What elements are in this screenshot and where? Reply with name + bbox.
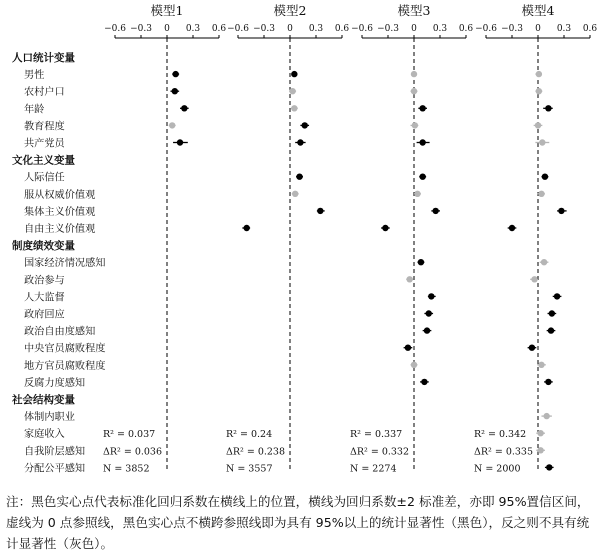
coefficient-point: [543, 413, 549, 419]
stat-n: N = 2000: [474, 463, 521, 475]
coefficient-point: [317, 208, 323, 214]
coefficient-point: [289, 88, 295, 94]
panel-title: 模型1: [150, 3, 184, 18]
coefficient-point: [558, 208, 564, 214]
coefficient-point: [538, 362, 544, 368]
coefficient-point: [292, 191, 298, 197]
tick-label: −0.6: [227, 24, 249, 34]
coefficient-point: [426, 310, 432, 316]
stat-delta-r2: ΔR² = 0.332: [350, 446, 410, 458]
row-label: 反腐力度感知: [24, 377, 86, 389]
row-label: 共产党员: [24, 138, 65, 150]
tick-label: −0.3: [377, 24, 399, 34]
row-label: 分配公平感知: [24, 463, 86, 475]
coefficient-point: [541, 259, 547, 265]
coefficient-point: [545, 379, 551, 385]
coefficient-point: [537, 430, 543, 436]
coefficient-point: [291, 71, 297, 77]
coefficient-point: [419, 105, 425, 111]
coefficient-point: [536, 71, 542, 77]
stat-n: N = 3557: [226, 463, 273, 475]
row-label: 体制内职业: [24, 412, 75, 424]
row-header: 制度绩效变量: [12, 240, 75, 253]
coefficient-point: [554, 293, 560, 299]
coefficient-point: [536, 88, 542, 94]
row-label: 人际信任: [24, 172, 65, 184]
coefficient-point: [537, 447, 543, 453]
stat-n: N = 2274: [350, 463, 397, 475]
coefficient-point: [549, 310, 555, 316]
coefficient-point: [411, 362, 417, 368]
row-label: 中央官员腐败程度: [24, 343, 106, 355]
tick-label: 0: [164, 24, 170, 34]
tick-label: 0: [287, 24, 293, 34]
row-label: 政治参与: [24, 275, 65, 287]
row-header: 文化主义变量: [12, 154, 75, 167]
tick-label: 0.3: [185, 24, 201, 34]
coefficient-point: [172, 71, 178, 77]
coefficient-point: [172, 88, 178, 94]
row-label: 政治自由度感知: [24, 326, 96, 338]
coefficient-point: [181, 105, 187, 111]
stat-r2: R² = 0.342: [474, 429, 527, 441]
row-label: 家庭收入: [24, 429, 65, 441]
coefficient-point: [545, 105, 551, 111]
coefficient-point: [529, 345, 535, 351]
coefficient-point: [169, 122, 175, 128]
row-label: 男性: [24, 70, 45, 82]
coefficient-point: [542, 174, 548, 180]
coefficient-point: [418, 259, 424, 265]
stat-r2: R² = 0.037: [103, 429, 156, 441]
coefficient-point: [243, 225, 249, 231]
coefficient-point: [546, 464, 552, 470]
tick-label: 0.6: [458, 24, 474, 34]
panel-title: 模型2: [273, 3, 307, 18]
tick-label: 0: [535, 24, 541, 34]
row-label: 农村户口: [24, 87, 65, 99]
footnote: 注：黑色实心点代表标准化回归系数在横线上的位置，横线为回归系数±2 标准差，亦即 95%置信区间，虚线为 0 点参照线，黑色实心点不横跨参照线即为具有 95%以上的统计显著性（黑色），反之则不具有统计显著性（灰色）。: [6, 494, 590, 551]
coefficient-point: [291, 105, 297, 111]
coefficient-point: [297, 139, 303, 145]
row-header: 人口统计变量: [12, 52, 75, 64]
panel-title: 模型3: [397, 3, 431, 18]
coefficient-point: [531, 276, 537, 282]
coefficient-point: [535, 122, 541, 128]
coefficient-point: [411, 88, 417, 94]
row-label: 自我阶层感知: [24, 446, 86, 458]
row-label: 年龄: [24, 104, 45, 116]
tick-label: −0.6: [351, 24, 373, 34]
coefficient-point: [509, 225, 515, 231]
coefficient-point: [412, 122, 418, 128]
tick-label: 0.6: [211, 24, 227, 34]
coefficient-point: [421, 379, 427, 385]
coefficient-point: [406, 276, 412, 282]
tick-label: −0.6: [475, 24, 497, 34]
tick-label: −0.3: [130, 24, 152, 34]
tick-label: −0.6: [104, 24, 126, 34]
coefficient-point: [405, 345, 411, 351]
row-label: 自由主义价值观: [24, 224, 96, 235]
tick-label: 0.3: [432, 24, 448, 34]
stat-delta-r2: ΔR² = 0.036: [103, 446, 163, 458]
tick-label: 0.6: [582, 24, 598, 34]
coefficient-point: [382, 225, 388, 231]
row-label: 服从权威价值观: [24, 189, 96, 201]
coefficient-point: [414, 191, 420, 197]
coefficient-point: [419, 174, 425, 180]
row-label: 国家经济情况感知: [24, 258, 106, 270]
tick-label: −0.3: [253, 24, 275, 34]
row-label: 地方官员腐败程度: [24, 360, 106, 372]
stat-delta-r2: ΔR² = 0.238: [226, 446, 286, 458]
coefficient-point: [539, 139, 545, 145]
coefficient-point: [411, 71, 417, 77]
row-label: 教育程度: [24, 121, 65, 133]
row-header: 社会结构变量: [12, 394, 75, 406]
coefficient-point: [419, 139, 425, 145]
tick-label: 0.6: [334, 24, 350, 34]
coefficient-point: [428, 293, 434, 299]
tick-label: −0.3: [501, 24, 523, 34]
coefficient-point: [177, 139, 183, 145]
coefficient-point: [302, 122, 308, 128]
coefficient-point: [296, 174, 302, 180]
coefficient-point: [432, 208, 438, 214]
tick-label: 0.3: [556, 24, 572, 34]
row-label: 人大监督: [24, 292, 65, 304]
row-label: 政府回应: [24, 309, 65, 321]
tick-label: 0: [411, 24, 417, 34]
panel-title: 模型4: [521, 3, 555, 18]
tick-label: 0.3: [308, 24, 324, 34]
coefficient-point: [538, 191, 544, 197]
stat-n: N = 3852: [103, 463, 150, 475]
coefficient-point: [548, 327, 554, 333]
row-label: 集体主义价值观: [24, 206, 96, 218]
stat-delta-r2: ΔR² = 0.335: [474, 446, 534, 458]
stat-r2: R² = 0.24: [226, 429, 273, 441]
stat-r2: R² = 0.337: [350, 429, 403, 441]
coefficient-point: [424, 327, 430, 333]
